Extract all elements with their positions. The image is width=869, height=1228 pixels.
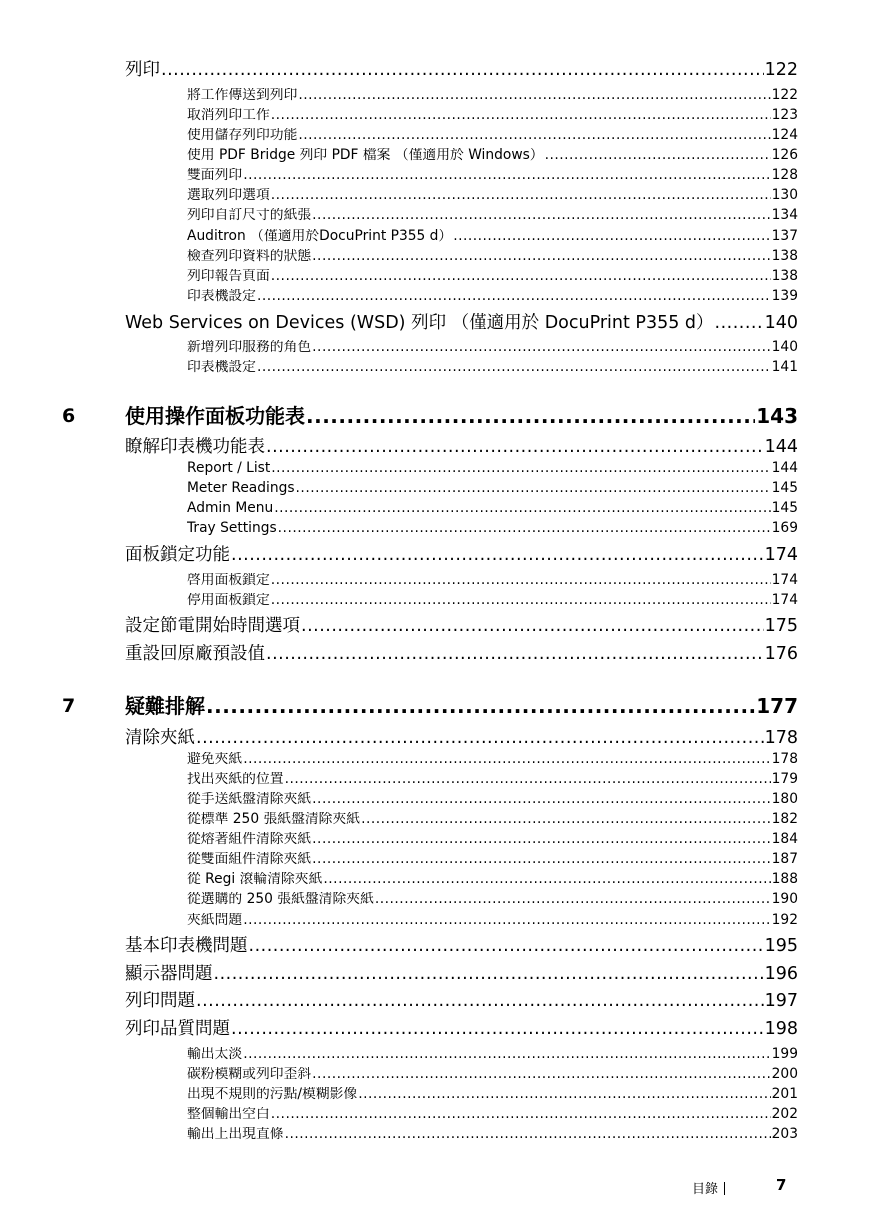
entry-title: 列印報告頁面 <box>187 269 270 284</box>
entry-page-number: 192 <box>771 913 798 928</box>
entry-title: 整個輸出空白 <box>187 1107 270 1122</box>
subsection-entry[interactable] <box>187 88 798 104</box>
entry-title: 選取列印選項 <box>187 188 270 203</box>
section-entry[interactable] <box>125 616 798 636</box>
dot-leader <box>312 852 770 868</box>
dot-leader <box>312 340 770 356</box>
dot-leader <box>312 1067 770 1083</box>
entry-title: 基本印表機問題 <box>125 936 248 956</box>
entry-title: Tray Settings <box>187 521 277 536</box>
entry-page-number: 130 <box>771 188 798 203</box>
entry-title: 雙面列印 <box>187 168 243 183</box>
entry-title: 瞭解印表機功能表 <box>125 437 265 457</box>
subsection-entry[interactable] <box>187 573 798 589</box>
entry-title: Auditron （僅適用於DocuPrint P355 d） <box>187 229 453 244</box>
dot-leader <box>323 872 770 888</box>
entry-title: 避免夾紙 <box>187 752 243 767</box>
subsection-entry[interactable] <box>187 269 798 285</box>
dot-leader <box>271 593 771 609</box>
subsection-entry[interactable] <box>187 593 798 609</box>
section-entry[interactable] <box>125 936 798 956</box>
subsection-entry[interactable] <box>187 752 798 768</box>
entry-page-number: 176 <box>764 644 798 664</box>
entry-title: Report / List <box>187 461 271 476</box>
dot-leader <box>361 812 771 828</box>
entry-page-number: 143 <box>756 405 798 428</box>
entry-title: 啓用面板鎖定 <box>187 573 270 588</box>
entry-page-number: 145 <box>771 501 798 516</box>
entry-title: 列印自訂尺寸的紙張 <box>187 208 312 223</box>
entry-title: 顯示器問題 <box>125 964 213 984</box>
dot-leader <box>306 405 755 428</box>
dot-leader <box>375 892 771 908</box>
entry-page-number: 122 <box>764 60 798 80</box>
entry-title: 使用儲存列印功能 <box>187 128 298 143</box>
entry-page-number: 174 <box>764 545 798 565</box>
entry-page-number: 187 <box>771 852 798 867</box>
dot-leader <box>271 1107 771 1123</box>
dot-leader <box>196 991 764 1011</box>
entry-page-number: 144 <box>771 461 798 476</box>
entry-title: 出現不規則的污點/模糊影像 <box>187 1087 358 1102</box>
entry-title: 列印問題 <box>125 991 195 1011</box>
entry-title: Web Services on Devices (WSD) 列印 （僅適用於 DocuPrint P355 d） <box>125 313 714 333</box>
subsection-entry[interactable] <box>187 872 798 888</box>
dot-leader <box>266 437 764 457</box>
dot-leader <box>271 269 771 285</box>
dot-leader <box>271 188 771 204</box>
dot-leader <box>271 573 771 589</box>
dot-leader <box>257 289 771 305</box>
entry-page-number: 139 <box>771 289 798 304</box>
entry-title: 碳粉模糊或列印歪斜 <box>187 1067 312 1082</box>
subsection-entry[interactable] <box>187 521 798 537</box>
entry-title: 列印品質問題 <box>125 1019 230 1039</box>
dot-leader <box>545 148 771 164</box>
dot-leader <box>231 545 764 565</box>
entry-page-number: 182 <box>771 812 798 827</box>
dot-leader <box>249 936 764 956</box>
entry-page-number: 202 <box>771 1107 798 1122</box>
entry-page-number: 188 <box>771 872 798 887</box>
section-entry[interactable] <box>125 991 798 1011</box>
entry-page-number: 138 <box>771 269 798 284</box>
subsection-entry[interactable] <box>187 148 798 164</box>
entry-title: 輸出上出現直條 <box>187 1127 284 1142</box>
section-entry[interactable] <box>125 437 798 457</box>
entry-title: Meter Readings <box>187 481 295 496</box>
entry-title: 從熔著組件清除夾紙 <box>187 832 312 847</box>
entry-page-number: 196 <box>764 964 798 984</box>
subsection-entry[interactable] <box>187 1127 798 1143</box>
entry-title: 從 Regi 滾輪清除夾紙 <box>187 872 323 887</box>
entry-page-number: 140 <box>771 340 798 355</box>
subsection-entry[interactable] <box>187 108 798 124</box>
entry-page-number: 195 <box>764 936 798 956</box>
entry-page-number: 144 <box>764 437 798 457</box>
dot-leader <box>298 88 770 104</box>
chapter-entry[interactable] <box>125 695 798 718</box>
dot-leader <box>298 128 770 144</box>
section-entry[interactable] <box>125 644 798 664</box>
dot-leader <box>274 501 770 517</box>
entry-page-number: 134 <box>771 208 798 223</box>
entry-page-number: 123 <box>771 108 798 123</box>
chapter-number: 6 <box>62 405 76 427</box>
chapter-entry[interactable] <box>125 405 798 428</box>
section-entry[interactable] <box>125 313 798 333</box>
entry-page-number: 177 <box>756 695 798 718</box>
entry-page-number: 175 <box>764 616 798 636</box>
dot-leader <box>285 1127 771 1143</box>
dot-leader <box>196 728 764 748</box>
footer-separator <box>724 1182 725 1195</box>
subsection-entry[interactable] <box>187 1107 798 1123</box>
dot-leader <box>161 60 764 80</box>
dot-leader <box>715 313 764 333</box>
entry-page-number: 138 <box>771 249 798 264</box>
dot-leader <box>312 249 770 265</box>
entry-page-number: 190 <box>771 892 798 907</box>
section-entry[interactable] <box>125 545 798 565</box>
entry-title: 找出夾紙的位置 <box>187 772 284 787</box>
entry-title: 檢查列印資料的狀態 <box>187 249 312 264</box>
chapter-number: 7 <box>62 695 76 717</box>
entry-page-number: 180 <box>771 792 798 807</box>
subsection-entry[interactable] <box>187 208 798 224</box>
entry-page-number: 184 <box>771 832 798 847</box>
dot-leader <box>214 964 764 984</box>
entry-title: 夾紙問題 <box>187 913 243 928</box>
subsection-entry[interactable] <box>187 892 798 908</box>
entry-page-number: 203 <box>771 1127 798 1142</box>
entry-page-number: 137 <box>771 229 798 244</box>
dot-leader <box>243 168 770 184</box>
entry-title: 疑難排解 <box>125 695 205 718</box>
dot-leader <box>206 695 755 718</box>
subsection-entry[interactable] <box>187 852 798 868</box>
entry-page-number: 197 <box>764 991 798 1011</box>
entry-page-number: 124 <box>771 128 798 143</box>
entry-page-number: 169 <box>771 521 798 536</box>
dot-leader <box>257 360 771 376</box>
entry-title: 新增列印服務的角色 <box>187 340 312 355</box>
entry-page-number: 198 <box>764 1019 798 1039</box>
section-entry[interactable] <box>125 728 798 748</box>
subsection-entry[interactable] <box>187 340 798 356</box>
entry-page-number: 200 <box>771 1067 798 1082</box>
dot-leader <box>231 1019 764 1039</box>
entry-page-number: 128 <box>771 168 798 183</box>
dot-leader <box>285 772 771 788</box>
dot-leader <box>243 913 770 929</box>
entry-page-number: 179 <box>771 772 798 787</box>
subsection-entry[interactable] <box>187 1067 798 1083</box>
entry-page-number: 141 <box>771 360 798 375</box>
entry-title: 面板鎖定功能 <box>125 545 230 565</box>
subsection-entry[interactable] <box>187 772 798 788</box>
dot-leader <box>358 1087 770 1103</box>
subsection-entry[interactable] <box>187 1087 798 1103</box>
dot-leader <box>266 644 764 664</box>
dot-leader <box>278 521 771 537</box>
subsection-entry[interactable] <box>187 1047 798 1063</box>
entry-title: 從選購的 250 張紙盤清除夾紙 <box>187 892 374 907</box>
entry-page-number: 178 <box>771 752 798 767</box>
subsection-entry[interactable] <box>187 168 798 184</box>
footer-label: 目錄 <box>692 1182 719 1197</box>
entry-page-number: 126 <box>771 148 798 163</box>
subsection-entry[interactable] <box>187 501 798 517</box>
dot-leader <box>271 108 771 124</box>
subsection-entry[interactable] <box>187 289 798 305</box>
footer-page-number: 7 <box>776 1176 787 1194</box>
entry-title: 輸出太淡 <box>187 1047 243 1062</box>
subsection-entry[interactable] <box>187 913 798 929</box>
dot-leader <box>453 229 770 245</box>
entry-title: Admin Menu <box>187 501 274 516</box>
dot-leader <box>243 752 770 768</box>
dot-leader <box>296 481 771 497</box>
subsection-entry[interactable] <box>187 481 798 497</box>
entry-title: 使用 PDF Bridge 列印 PDF 檔案 （僅適用於 Windows） <box>187 148 544 163</box>
subsection-entry[interactable] <box>187 832 798 848</box>
entry-title: 將工作傳送到列印 <box>187 88 298 103</box>
subsection-entry[interactable] <box>187 792 798 808</box>
entry-title: 清除夾紙 <box>125 728 195 748</box>
entry-title: 印表機設定 <box>187 360 256 375</box>
entry-page-number: 178 <box>764 728 798 748</box>
entry-page-number: 199 <box>771 1047 798 1062</box>
subsection-entry[interactable] <box>187 128 798 144</box>
entry-title: 設定節電開始時間選項 <box>125 616 300 636</box>
entry-title: 從標準 250 張紙盤清除夾紙 <box>187 812 361 827</box>
entry-title: 使用操作面板功能表 <box>125 405 305 428</box>
dot-leader <box>312 832 770 848</box>
subsection-entry[interactable] <box>187 229 798 245</box>
dot-leader <box>243 1047 770 1063</box>
entry-page-number: 174 <box>771 573 798 588</box>
entry-title: 從雙面組件清除夾紙 <box>187 852 312 867</box>
subsection-entry[interactable] <box>187 461 798 477</box>
subsection-entry[interactable] <box>187 188 798 204</box>
section-entry[interactable] <box>125 60 798 80</box>
dot-leader <box>301 616 764 636</box>
entry-page-number: 145 <box>771 481 798 496</box>
subsection-entry[interactable] <box>187 360 798 376</box>
dot-leader <box>312 208 770 224</box>
dot-leader <box>271 461 770 477</box>
entry-title: 從手送紙盤清除夾紙 <box>187 792 312 807</box>
section-entry[interactable] <box>125 1019 798 1039</box>
subsection-entry[interactable] <box>187 249 798 265</box>
entry-page-number: 122 <box>771 88 798 103</box>
entry-page-number: 201 <box>771 1087 798 1102</box>
entry-page-number: 140 <box>764 313 798 333</box>
entry-page-number: 174 <box>771 593 798 608</box>
entry-title: 停用面板鎖定 <box>187 593 270 608</box>
entry-title: 重設回原廠預設值 <box>125 644 265 664</box>
entry-title: 印表機設定 <box>187 289 256 304</box>
section-entry[interactable] <box>125 964 798 984</box>
entry-title: 列印 <box>125 60 160 80</box>
subsection-entry[interactable] <box>187 812 798 828</box>
entry-title: 取消列印工作 <box>187 108 270 123</box>
dot-leader <box>312 792 770 808</box>
